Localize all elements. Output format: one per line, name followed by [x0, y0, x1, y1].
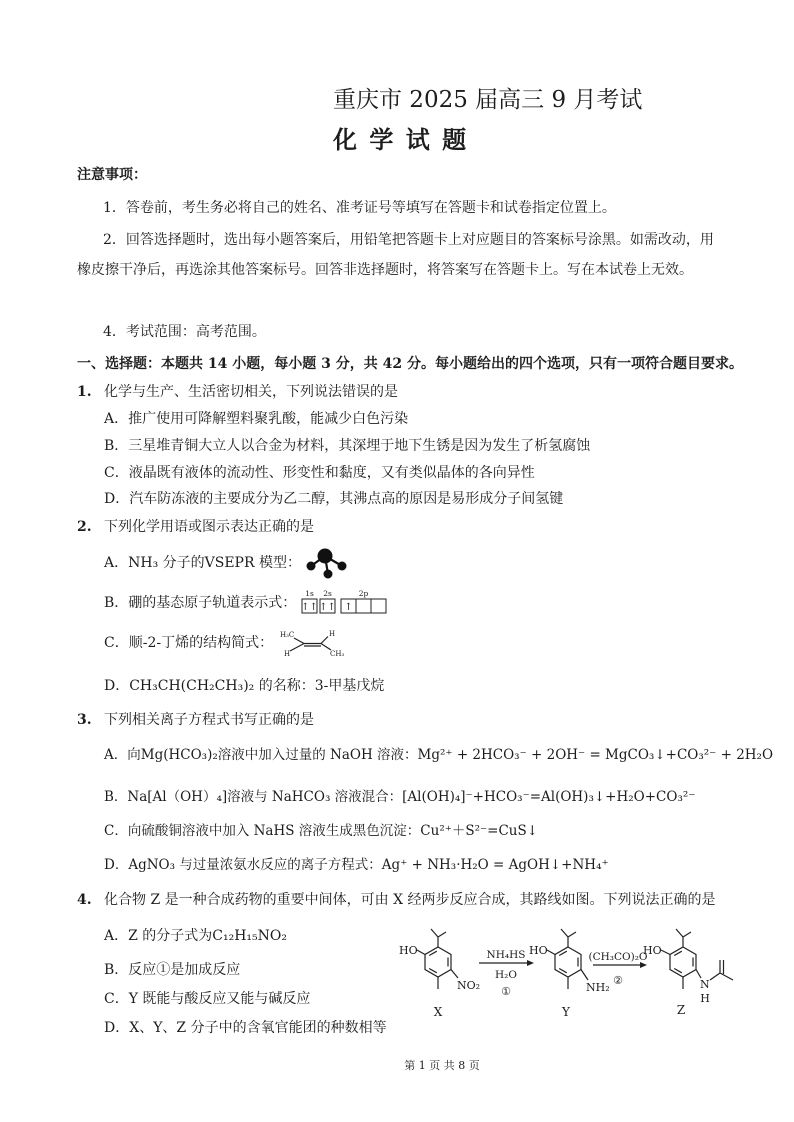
question-number: 1.: [77, 384, 92, 400]
option-a-text: A．NH₃ 分子的VSEPR 模型：: [104, 555, 301, 571]
question-stem: 下列化学用语或图示表达正确的是: [104, 519, 314, 535]
option-b: [104, 588, 392, 618]
option-c-text: C．顺-2-丁烯的结构简式：: [104, 635, 274, 651]
arrow-head: [527, 960, 534, 966]
hydroxyl-label: HO: [529, 944, 548, 957]
option-c: C．向硫酸铜溶液中加入 NaHS 溶液生成黑色沉淀：Cu²⁺＋S²⁻=CuS↓: [104, 823, 539, 839]
structure-label: H: [329, 630, 336, 638]
synthesis-scheme: [385, 918, 775, 1026]
section-heading: 一、选择题：本题共 14 小题，每小题 3 分，共 42 分。每小题给出的四个选项，只有一项符合题目要求。: [77, 356, 743, 372]
orbital-label-1s: 1s: [305, 589, 315, 598]
nitro-label: NO₂: [457, 979, 481, 992]
compound-x: [399, 929, 480, 1019]
option-a: A．向Mg(HCO₃)₂溶液中加入过量的 NaOH 溶液：Mg²⁺ + 2HCO₃⁻ + 2OH⁻ = MgCO₃↓+CO₃²⁻ + 2H₂O: [104, 747, 774, 763]
option-b: B．反应①是加成反应: [104, 962, 241, 978]
reagent-label: NH₄HS: [486, 949, 526, 961]
option-b-text: B．硼的基态原子轨道表示式：: [104, 595, 297, 611]
subject-title: 化 学 试 题: [333, 125, 469, 154]
page-footer: 第 1 页 共 8 页: [404, 1059, 480, 1072]
vsepr-model-image: [305, 546, 349, 580]
compound-z: [643, 929, 733, 1017]
orbital-box-2p: [356, 599, 371, 613]
structure-label: H: [284, 650, 291, 658]
structure-label: CH₃: [330, 650, 345, 658]
option-a: [104, 546, 349, 580]
question-stem: 下列相关离子方程式书写正确的是: [104, 712, 314, 728]
orbital-diagram: [300, 588, 392, 618]
electrons-2p: ↑: [344, 602, 353, 613]
benzene-ring: [425, 947, 451, 977]
solvent-label: H₂O: [495, 969, 517, 981]
electrons-2s: ↑↑: [319, 602, 337, 613]
compound-label-y: Y: [562, 1005, 570, 1019]
option-c: [104, 628, 349, 658]
option-b: B．三星堆青铜大立人以合金为材料，其深埋于地下生锈是因为发生了析氢腐蚀: [104, 438, 591, 454]
option-c: C．液晶既有液体的流动性、形变性和黏度，又有类似晶体的各向异性: [104, 465, 535, 481]
notice-item-4: 4．考试范围：高考范围。: [103, 324, 266, 340]
option-b: B．Na[Al（OH）₄]溶液与 NaHCO₃ 溶液混合：[Al(OH)₄]⁻+HCO₃⁻=Al(OH)₃↓+H₂O+CO₃²⁻: [104, 789, 696, 805]
step-number: ①: [501, 985, 511, 998]
electrons-1s: ↑↑: [301, 602, 319, 613]
notice-heading: 注意事项：: [77, 167, 147, 183]
amide-h-label: H: [700, 992, 710, 1005]
reaction-step-1: [479, 949, 534, 998]
hydroxyl-label: HO: [399, 944, 418, 957]
orbital-label-2s: 2s: [323, 589, 333, 598]
compound-label-x: X: [433, 1005, 443, 1019]
option-d: D．AgNO₃ 与过量浓氨水反应的离子方程式：Ag⁺ + NH₃·H₂O = AgOH↓+NH₄⁺: [104, 857, 609, 873]
notice-item-2: 2．回答选择题时，选出每小题答案后，用铅笔把答题卡上对应题目的答案标号涂黑。如需改动，用橡皮擦干净后，再选涂其他答案标号。回答非选择题时，将答案写在答题卡上。写在本试卷上无效。: [77, 232, 714, 278]
question-stem: 化学与生产、生活密切相关，下列说法错误的是: [104, 384, 398, 400]
question-stem: 化合物 Z 是一种合成药物的重要中间体，可由 X 经两步反应合成，其路线如图。下列说法正确的是: [104, 892, 716, 908]
compound-y: [529, 929, 610, 1019]
option-a: A．推广使用可降解塑料聚乳酸，能减少白色污染: [104, 411, 409, 427]
compound-label-z: Z: [676, 1003, 686, 1017]
benzene-ring: [670, 947, 696, 977]
amino-label: NH₂: [586, 981, 610, 994]
notice-item-1: 1．答卷前，考生务必将自己的姓名、准考证号等填写在答题卡和试卷指定位置上。: [103, 200, 616, 216]
orbital-box-2p: [371, 599, 386, 613]
question-number: 3.: [77, 712, 92, 728]
orbital-label-2p: 2p: [359, 589, 369, 598]
butene-structure: [279, 628, 349, 658]
benzene-ring: [555, 947, 581, 977]
option-a: A．Z 的分子式为C₁₂H₁₅NO₂: [104, 928, 287, 944]
option-d: D．汽车防冻液的主要成分为乙二醇，其沸点高的原因是易形成分子间氢键: [104, 491, 564, 507]
hydroxyl-label: HO: [643, 944, 662, 957]
question-number: 2.: [77, 519, 92, 535]
step-number: ②: [613, 974, 623, 987]
option-d: D．CH₃CH(CH₂CH₃)₂ 的名称：3-甲基戊烷: [104, 678, 385, 694]
amide-n-label: N: [700, 978, 710, 991]
exam-title: 重庆市 2025 届高三 9 月考试: [333, 87, 643, 113]
option-d: D．X、Y、Z 分子中的含氧官能团的种数相等: [104, 1020, 387, 1036]
structure-label: H₃C: [280, 631, 295, 639]
reagent-label: (CH₃CO)₂O: [588, 951, 648, 963]
question-number: 4.: [77, 892, 92, 908]
option-c: C．Y 既能与酸反应又能与碱反应: [104, 991, 311, 1007]
